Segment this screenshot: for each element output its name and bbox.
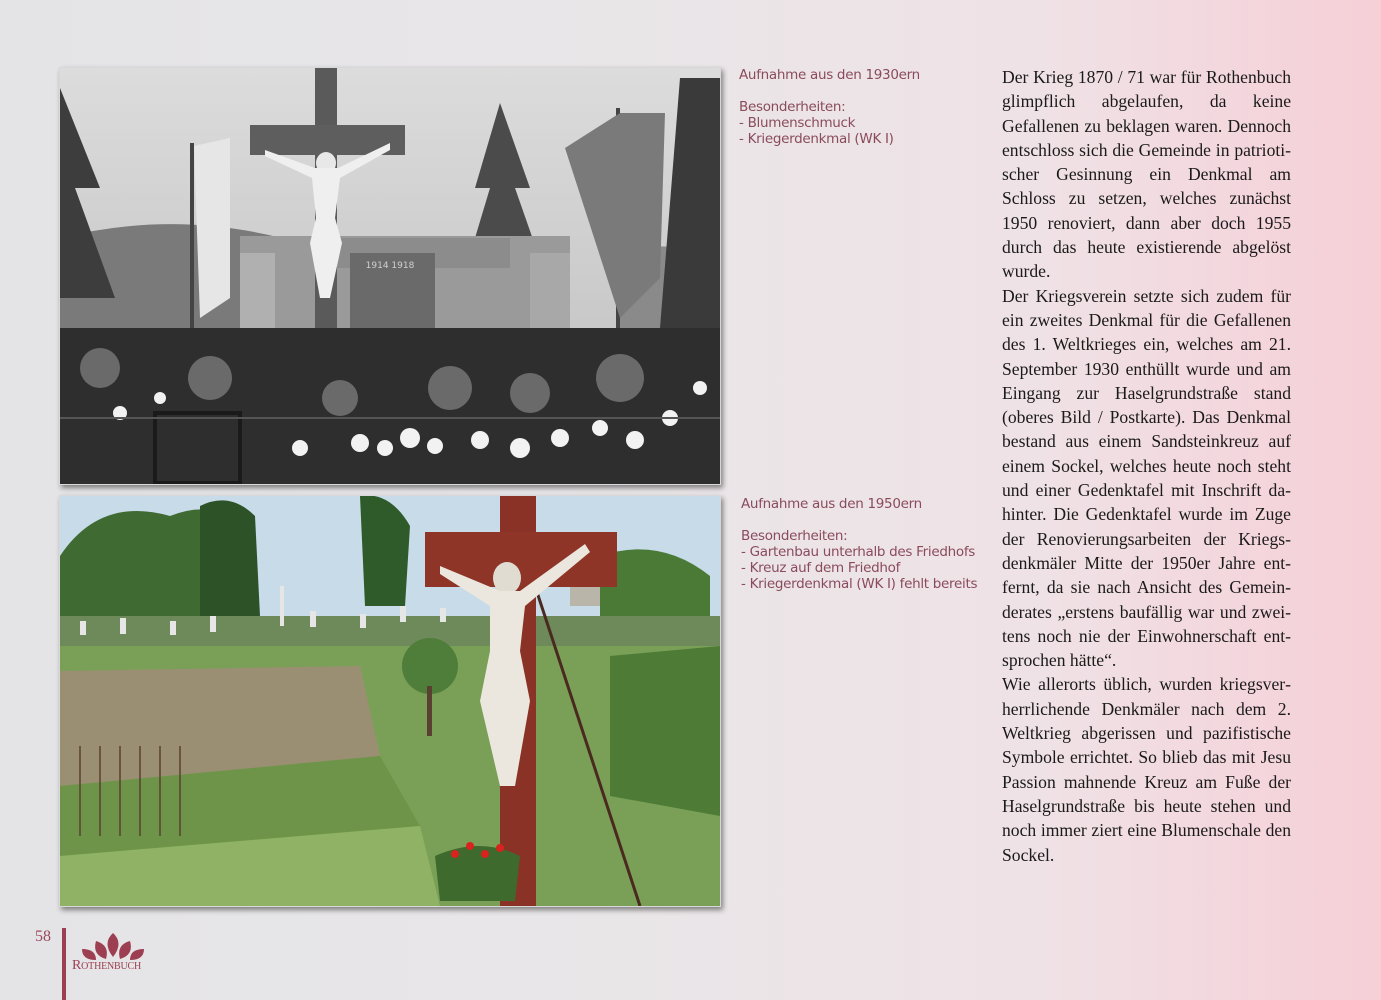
paragraph: Der Krieg 1870 / 71 war für Rothenbuch glimpflich abgelaufen, da keine Gefallenen zu beklagen waren. Dennoch entschloss sich die Gemeinde in patriotischer Gesinnung ein Denkmal am Schloss zu setzen, welches zunächst 1950 renoviert, dann aber doch 1955 durch das heute existierende abgelöst wurde.	[1002, 67, 1291, 282]
caption-list	[739, 115, 989, 147]
caption-1950s	[741, 496, 991, 592]
photo-1930s-image	[60, 68, 720, 484]
caption-heading: Aufnahme aus den 1930ern	[739, 67, 920, 83]
logo-text: Rothenbuch	[72, 958, 142, 973]
caption-item: - Kriegerdenkmal (WK I) fehlt bereits	[741, 576, 978, 592]
caption-heading: Aufnahme aus den 1950ern	[741, 496, 922, 512]
caption-list	[741, 544, 991, 592]
caption-item: - Kriegerdenkmal (WK I)	[739, 131, 894, 147]
photo-1950s	[59, 495, 721, 907]
caption-subheading: Besonderheiten:	[741, 528, 848, 544]
caption-item: - Kreuz auf dem Friedhof	[741, 560, 901, 576]
paragraph: Wie allerorts üblich, wurden kriegsverherrlichende Denkmäler nach dem 2. Weltkrieg abgerissen und pazifistische Symbole errichtet. So blieb das mit Jesu Passion mahnende Kreuz am Fuße der Haselgrundstraße bis heute stehen und noch immer ziert eine Blumenschale den Sockel.	[1002, 674, 1291, 865]
page-number: 58	[35, 928, 51, 945]
page-divider-bar	[62, 928, 66, 1000]
article-body	[1002, 65, 1291, 867]
paragraph: Der Kriegsverein setzte sich zudem für ein zweites Denkmal für die Gefallenen des 1. Weltkrieges ein, welches am 21. September 1930 enthüllt wurde und am Eingang zur Haselgrundstraße stand (oberes Bild / Postkarte). Das Denkmal bestand aus einem Sandsteinkreuz auf einem Sockel, welches heute noch steht und einer Gedenktafel mit Inschrift dahinter. Die Gedenktafel wurde im Zuge der Renovierungsarbeiten der Kriegsdenkmäler Mitte der 1950er Jahre entfernt, da sie nach Ansicht des Gemeinderates „erstens baufällig war und zweitens noch nie der Einwohnerschaft entsprochen hätte“.	[1002, 285, 1291, 671]
caption-item: - Gartenbau unterhalb des Friedhofs	[741, 544, 976, 560]
photo-1930s	[59, 67, 721, 485]
plaque-years: 1914 1918	[365, 261, 415, 271]
photo-1950s-image	[60, 496, 720, 906]
caption-1930s	[739, 67, 989, 147]
caption-subheading: Besonderheiten:	[739, 99, 846, 115]
caption-item: - Blumenschmuck	[739, 115, 856, 131]
